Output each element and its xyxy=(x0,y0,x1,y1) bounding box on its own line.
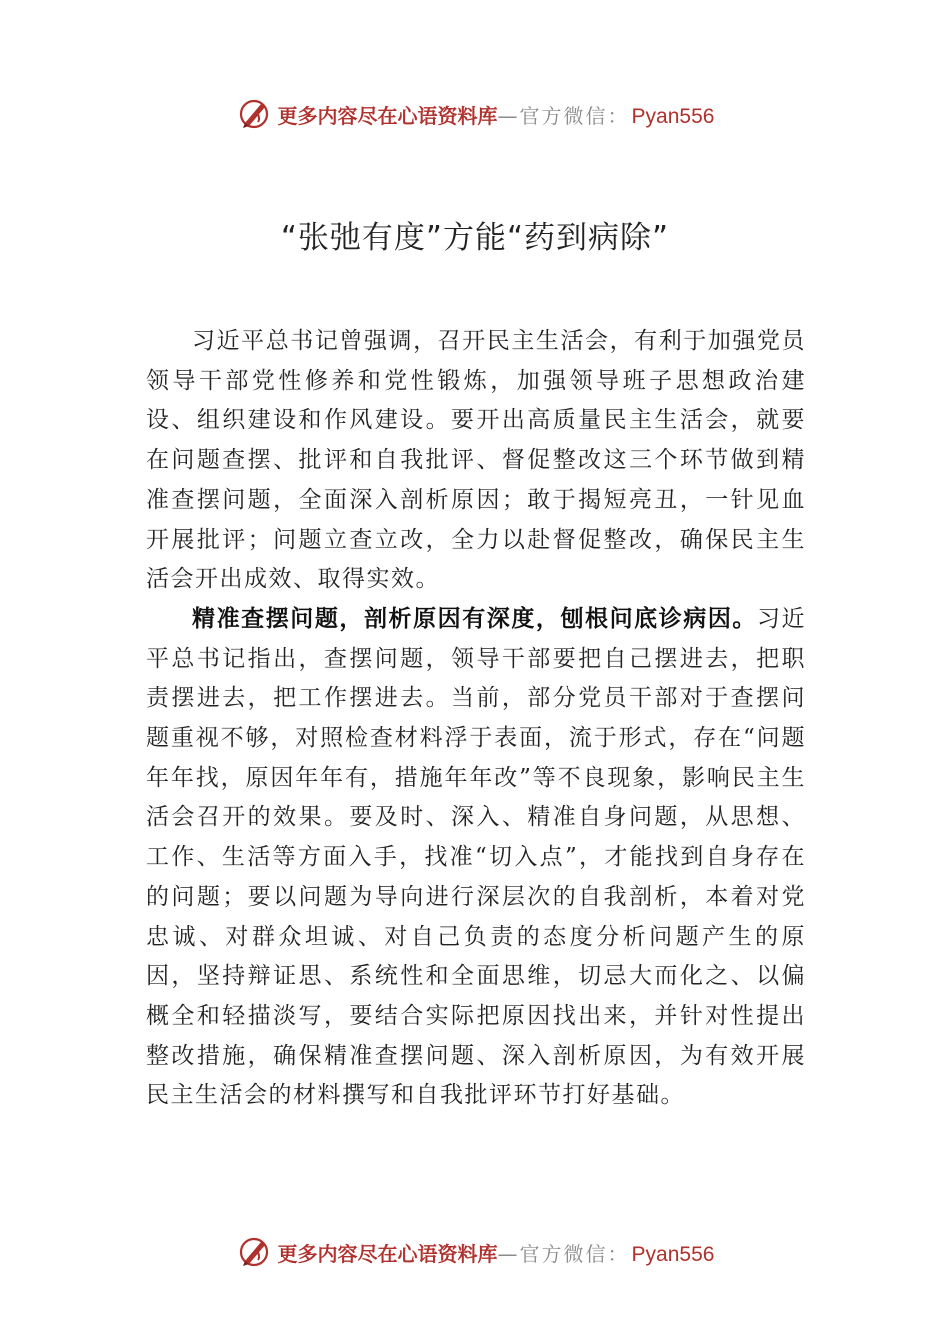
banner-wechat-id: Pyan556 xyxy=(631,104,715,128)
pen-circle-logo-icon xyxy=(236,96,272,132)
paragraph-2-text: 习近平总书记指出，查摆问题，领导干部要把自己摆进去，把职责摆进去，把工作摆进去。当前，部分党员干部对于查摆问题重视不够，对照检查材料浮于表面，流于形式，存在“问题年年找，原因年年有，措施年年改”等不良现象，影响民主生活会召开的效果。要及时、深入、精准自身问题，从思想、工作、生活等方面入手，找准“切入点”，才能找到自身存在的问题；要以问题为导向进行深层次的自我剖析，本着对党忠诚、对群众坦诚、对自己负责的态度分析问题产生的原因，坚持辩证思、系统性和全面思维，切忌大而化之、以偏概全和轻描淡写，要结合实际把原因找出来，并针对性提出整改措施，确保精准查摆问题、深入剖析原因，为有效开展民主生活会的材料撰写和自我批评环节打好基础。 xyxy=(146,605,806,1109)
document-body xyxy=(146,322,806,1116)
footer-banner xyxy=(0,1232,950,1272)
banner-text xyxy=(278,100,715,129)
document-title: “张弛有度”方能“药到病除” xyxy=(280,220,670,256)
banner-main-text: 更多内容尽在心语资料库 xyxy=(277,103,498,128)
banner-main-text: 更多内容尽在心语资料库 xyxy=(277,1241,498,1266)
banner-wechat-id: Pyan556 xyxy=(631,1242,715,1266)
banner-text xyxy=(278,1238,715,1267)
banner-sub-text: —官方微信： xyxy=(497,1241,630,1266)
pen-circle-logo-icon xyxy=(236,1234,272,1270)
paragraph-1-text: 习近平总书记曾强调，召开民主生活会，有利于加强党员领导干部党性修养和党性锻炼，加强领导班子思想政治建设、组织建设和作风建设。要开出高质量民主生活会，就要在问题查摆、批评和自我批评、督促整改这三个环节做到精准查摆问题，全面深入剖析原因；敢于揭短亮丑，一针见血开展批评；问题立查立改，全力以赴督促整改，确保民主生活会开出成效、取得实效。 xyxy=(146,328,806,593)
header-banner xyxy=(0,94,950,134)
paragraph-1 xyxy=(146,322,806,600)
banner-sub-text: —官方微信： xyxy=(497,103,630,128)
paragraph-2 xyxy=(146,600,806,1116)
paragraph-2-lead: 精准查摆问题，剖析原因有深度，刨根问底诊病因。 xyxy=(192,605,757,632)
